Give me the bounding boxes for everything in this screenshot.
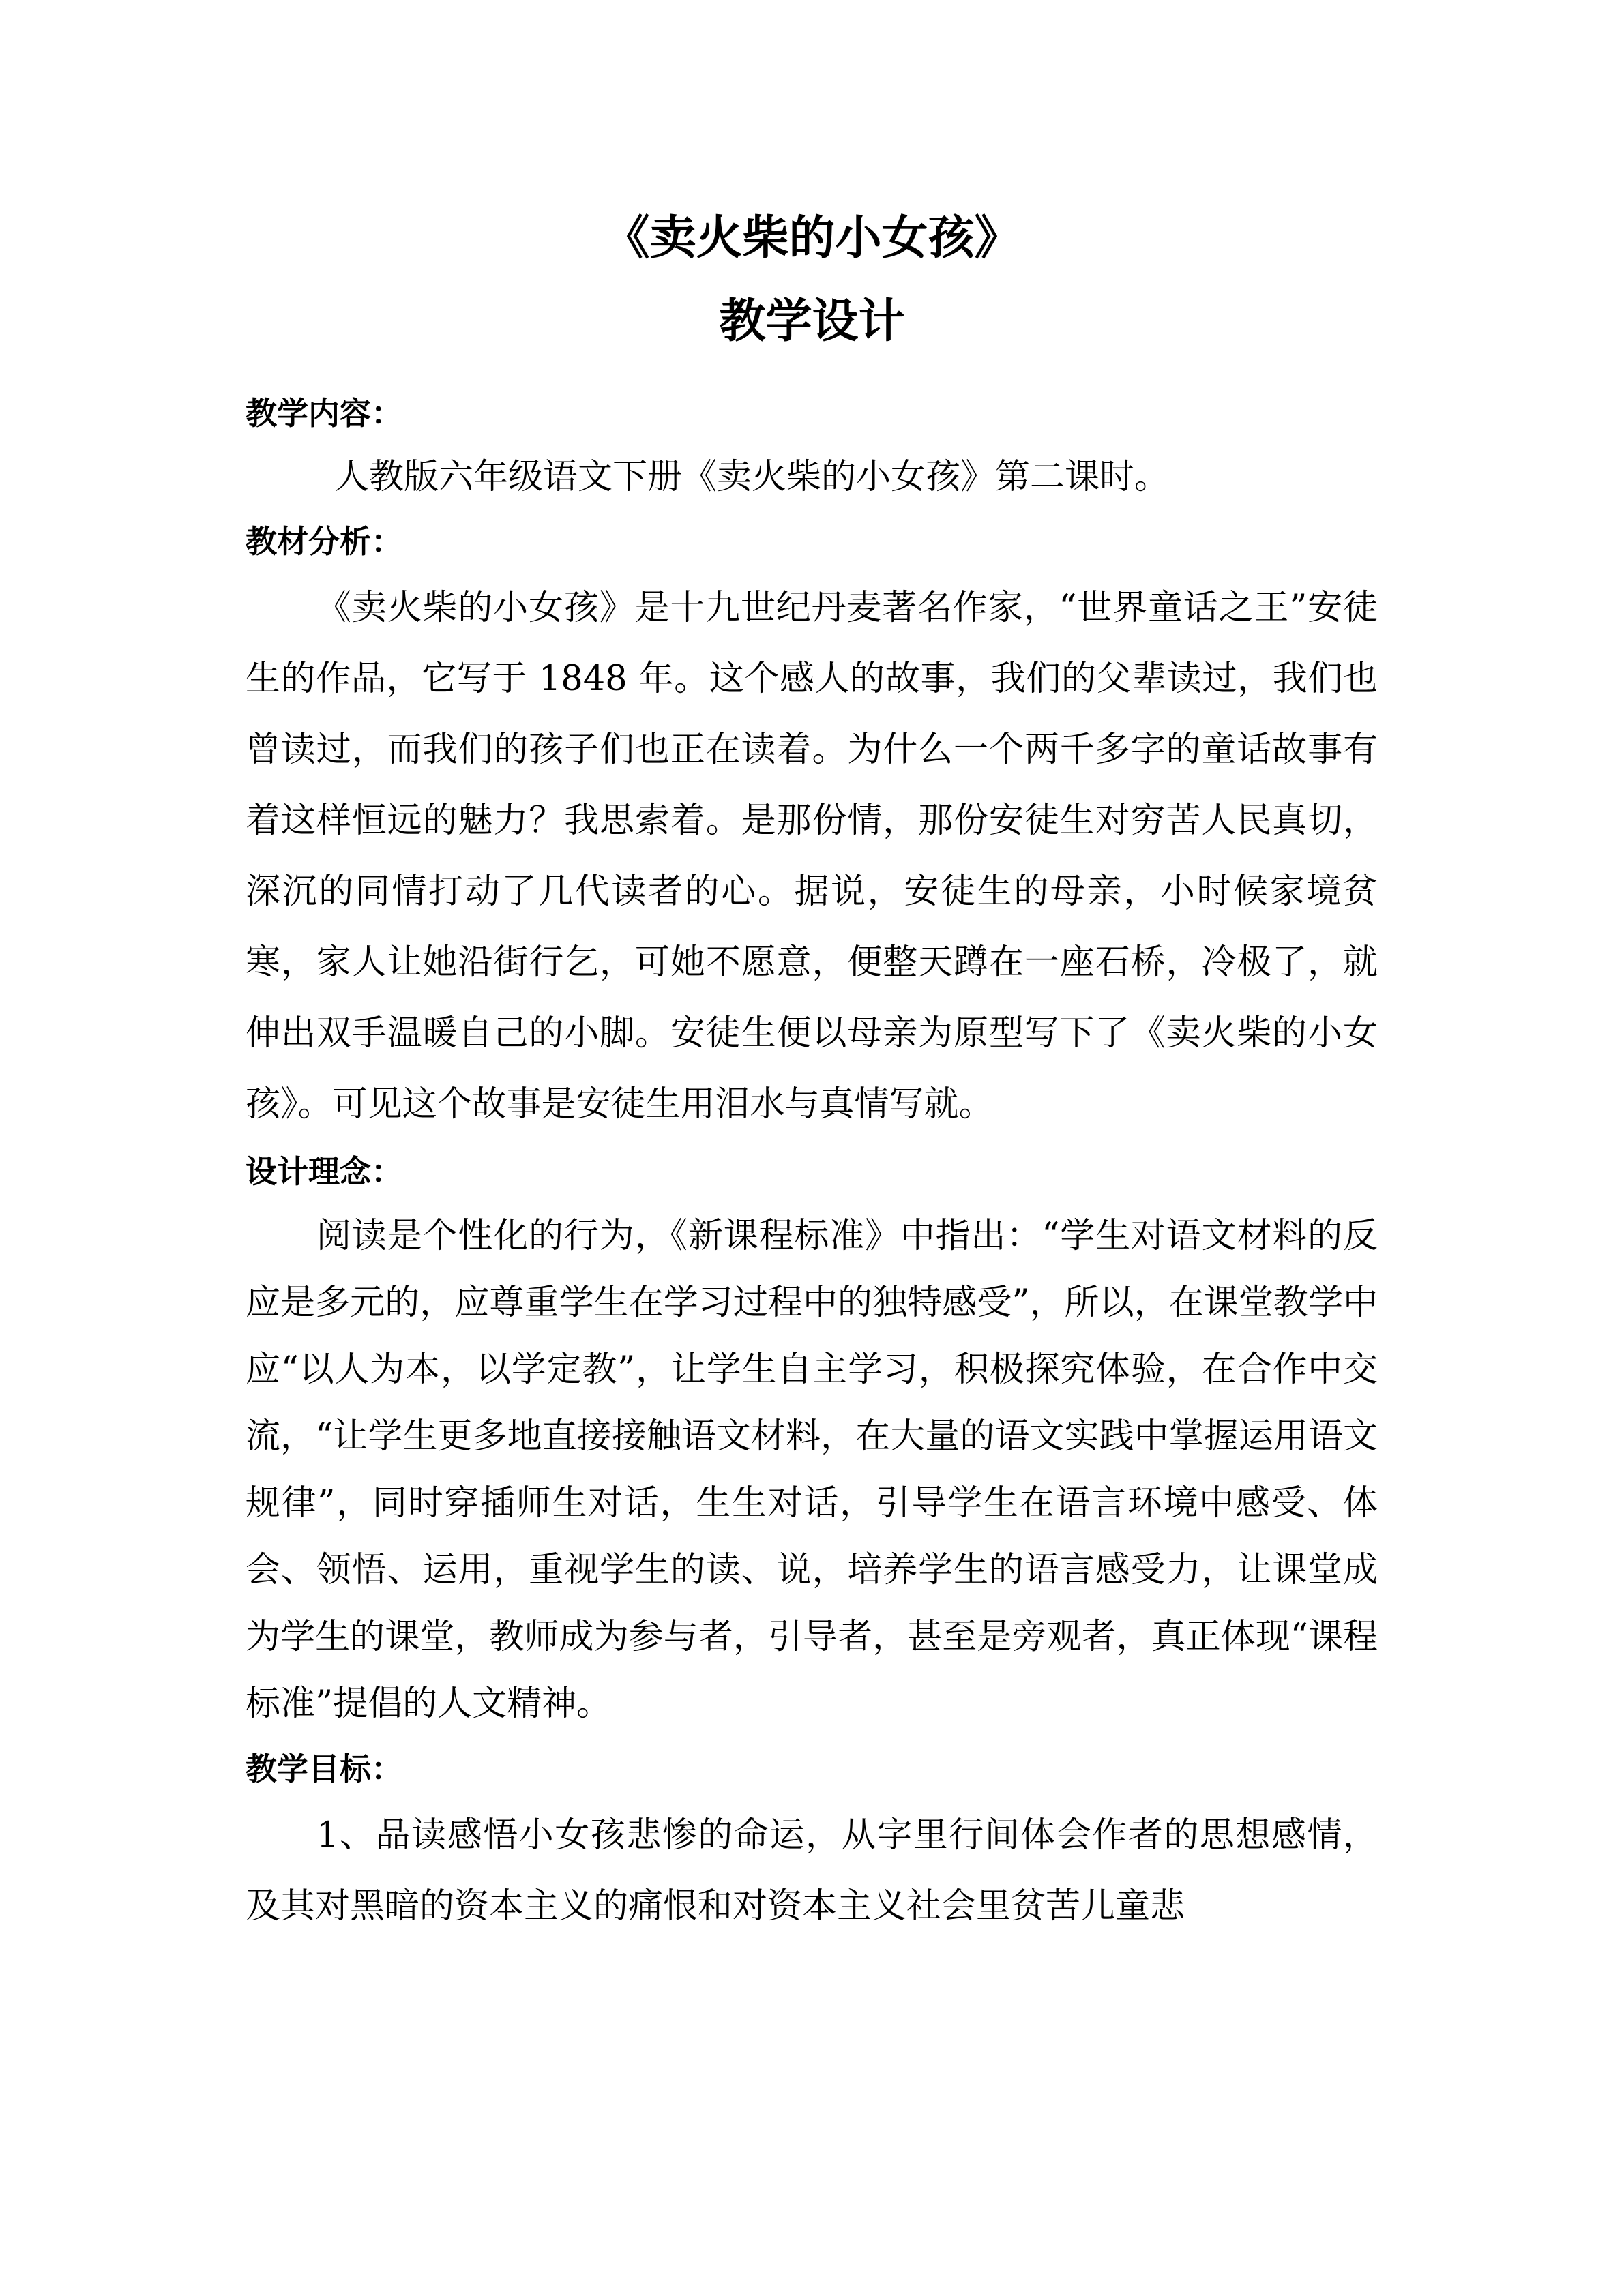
section-teaching-goals: [246, 1738, 1378, 1942]
document-subtitle: 教学设计: [719, 295, 905, 348]
section-paragraph: 《卖火柴的小女孩》是十九世纪丹麦著名作家，“世界童话之王”安徒生的作品，它写于 1848 年。这个感人的故事，我们的父辈读过，我们也曾读过，而我们的孩子们也正在读着。为什么一个两千多字的童话故事有着这样恒远的魅力？我思索着。是那份情，那份安徒生对穷苦人民真切，深沉的同情打动了几代读者的心。据说，安徒生的母亲，小时候家境贫寒，家人让她沿街行乞，可她不愿意，便整天蹲在一座石桥，冷极了，就伸出双手温暖自己的小脚。安徒生便以母亲为原型写下了《卖火柴的小女孩》。可见这个故事是安徒生用泪水与真情写就。: [246, 588, 1378, 1124]
section-paragraph: 1、品读感悟小女孩悲惨的命运，从字里行间体会作者的思想感情，及其对黑暗的资本主义的痛恨和对资本主义社会里贫苦儿童悲: [246, 1815, 1378, 1926]
section-heading: 设计理念：: [246, 1153, 402, 1190]
section-paragraph: 人教版六年级语文下册《卖火柴的小女孩》第二课时。: [334, 457, 1170, 497]
section-paragraph: 阅读是个性化的行为，《新课程标准》中指出：“学生对语文材料的反应是多元的，应尊重学生在学习过程中的独特感受”，所以，在课堂教学中应“以人为本，以学定教”，让学生自主学习，积极探究体验，在合作中交流，“让学生更多地直接接触语文材料，在大量的语文实践中掌握运用语文规律”，同时穿插师生对话，生生对话，引导学生在语言环境中感受、体会、领悟、运用，重视学生的读、说，培养学生的语言感受力，让课堂成为学生的课堂，教师成为参与者，引导者，甚至是旁观者，真正体现“课程标准”提倡的人文精神。: [246, 1216, 1378, 1724]
section-design-concept: [246, 1140, 1378, 1738]
section-heading: 教学目标：: [246, 1750, 402, 1787]
section-teaching-content: [246, 382, 1378, 510]
section-material-analysis: [246, 510, 1378, 1140]
document-title: 《卖火柴的小女孩》: [603, 211, 1021, 265]
document-body: [246, 382, 1378, 1942]
section-heading: 教材分析：: [246, 523, 402, 560]
section-heading: 教学内容：: [246, 395, 402, 432]
